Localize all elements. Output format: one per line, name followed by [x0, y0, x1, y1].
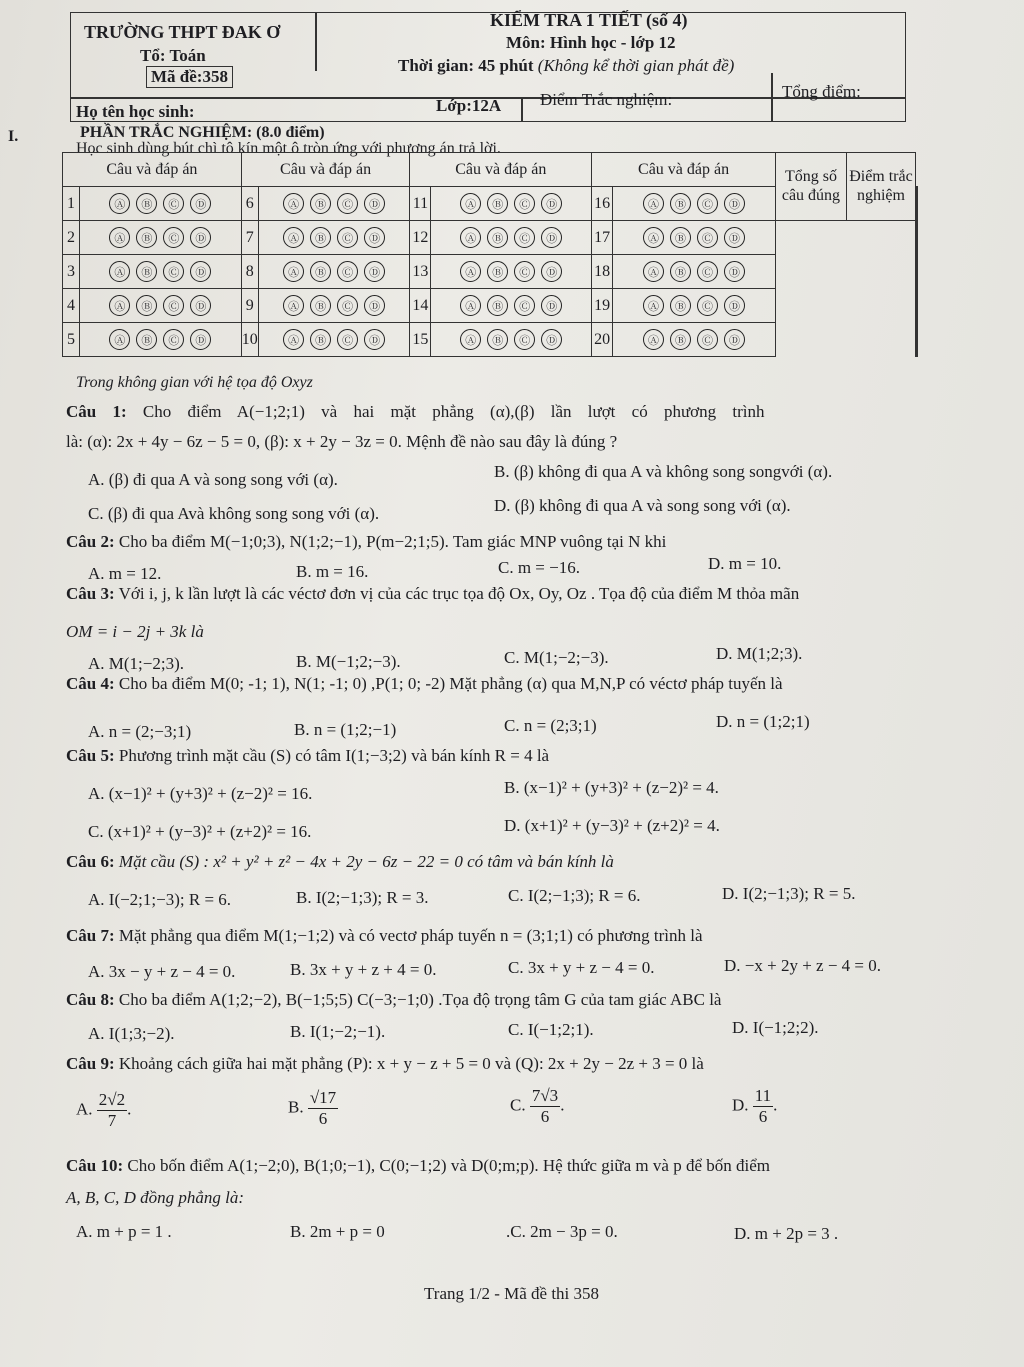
q3-option-d[interactable]: D. M(1;2;3). [716, 644, 803, 663]
q1-option-a[interactable]: A. (β) đi qua A và song song với (α). [88, 470, 338, 489]
q7-line1: Mặt phẳng qua điểm M(1;−1;2) và có vectơ pháp tuyến n = (3;1;1) có phương trình là [118, 926, 703, 945]
q3-option-a[interactable]: A. M(1;−2;3). [88, 654, 184, 673]
bubble-a[interactable]: Ⓐ [109, 329, 130, 350]
bubble-c[interactable]: Ⓒ [514, 295, 535, 316]
total-score-label: Tổng điểm: [782, 82, 861, 101]
bubble-group[interactable] [258, 323, 410, 357]
q-num: 14 [410, 289, 431, 323]
grid-row [63, 323, 918, 357]
bubble-c[interactable]: Ⓒ [697, 329, 718, 350]
bubble-a[interactable]: Ⓐ [283, 295, 304, 316]
bubble-a[interactable]: Ⓐ [283, 227, 304, 248]
exam-title: KIỂM TRA 1 TIẾT (số 4) [490, 10, 688, 30]
q4-option-c[interactable]: C. n = (2;3;1) [504, 716, 597, 735]
q9-c-den: 6 [540, 1107, 550, 1126]
q5-label: Câu 5: [66, 746, 115, 765]
q2-option-b[interactable]: B. m = 16. [296, 562, 369, 581]
q1-line2: là: (α): 2x + 4y − 6z − 5 = 0, (β): x + 2y − 3z = 0. Mệnh đề nào sau đây là đúng ? [66, 432, 618, 451]
q9-option-c[interactable]: C. $\frac{7√3}{6}$ . [510, 1086, 565, 1126]
q7-label: Câu 7: [66, 926, 115, 945]
exam-subject: Môn: Hình học - lớp 12 [506, 33, 676, 52]
q9-b-num: √17 [309, 1088, 337, 1107]
q7-option-d[interactable]: D. −x + 2y + z − 4 = 0. [724, 956, 882, 975]
mc-score-header: Điểm trắc nghiệm [846, 153, 915, 221]
total-correct-header: Tổng số câu đúng [775, 153, 846, 221]
bubble-b[interactable]: Ⓑ [136, 329, 157, 350]
bubble-b[interactable]: Ⓑ [670, 261, 691, 282]
mc-score-label: Điểm Trắc nghiệm: [540, 90, 673, 109]
bubble-c[interactable]: Ⓒ [337, 227, 358, 248]
grid-row [63, 289, 918, 323]
q3-line2: OM = i − 2j + 3k là [66, 622, 204, 641]
bubble-d[interactable]: Ⓓ [724, 227, 745, 248]
bubble-c[interactable]: Ⓒ [163, 193, 184, 214]
q8-line1: Cho ba điểm A(1;2;−2), B(−1;5;5) C(−3;−1;0) .Tọa độ trọng tâm G của tam giác ABC là [118, 990, 722, 1009]
q10-line1: Cho bốn điểm A(1;−2;0), B(1;0;−1), C(0;−1;2) và D(0;m;p). Hệ thức giữa m và p để bốn điểm [127, 1156, 770, 1175]
bubble-d[interactable]: Ⓓ [190, 295, 211, 316]
bubble-b[interactable]: Ⓑ [136, 193, 157, 214]
bubble-b[interactable]: Ⓑ [310, 295, 331, 316]
bubble-b[interactable]: Ⓑ [670, 329, 691, 350]
exam-time-note: (Không kể thời gian phát đề) [537, 56, 735, 75]
question-8 [66, 990, 721, 1010]
bubble-b[interactable]: Ⓑ [487, 227, 508, 248]
bubble-b[interactable]: Ⓑ [136, 227, 157, 248]
q9-a-letter: A. [76, 1099, 93, 1119]
bubble-d[interactable]: Ⓓ [541, 227, 562, 248]
question-4 [66, 674, 783, 694]
q9-a-den: 7 [107, 1111, 117, 1130]
bubble-group[interactable] [258, 289, 410, 323]
q3-option-b[interactable]: B. M(−1;2;−3). [296, 652, 401, 671]
bubble-b[interactable]: Ⓑ [670, 295, 691, 316]
q-num: 5 [63, 323, 80, 357]
bubble-a[interactable]: Ⓐ [460, 295, 481, 316]
bubble-b[interactable]: Ⓑ [310, 329, 331, 350]
q-num: 9 [241, 289, 258, 323]
bubble-group[interactable] [258, 187, 410, 221]
bubble-group[interactable] [613, 187, 776, 221]
q4-option-d[interactable]: D. n = (1;2;1) [716, 712, 810, 731]
bubble-d[interactable]: Ⓓ [541, 193, 562, 214]
q-num: 12 [410, 221, 431, 255]
bubble-group[interactable] [80, 323, 242, 357]
intro-line: Trong không gian với hệ tọa độ Oxyz [76, 374, 313, 391]
bubble-a[interactable]: Ⓐ [643, 295, 664, 316]
bubble-c[interactable]: Ⓒ [163, 295, 184, 316]
student-name-label: Họ tên học sinh: [76, 102, 195, 121]
q9-a-num: 2√2 [98, 1090, 126, 1109]
bubble-a[interactable]: Ⓐ [460, 193, 481, 214]
bubble-b[interactable]: Ⓑ [487, 193, 508, 214]
q9-label: Câu 9: [66, 1054, 115, 1073]
question-7 [66, 926, 703, 946]
bubble-d[interactable]: Ⓓ [724, 295, 745, 316]
q1-line1: Cho điểm A(−1;2;1) và hai mặt phẳng (α),(β) lần lượt có phương trình [142, 402, 765, 421]
q9-d-letter: D. [732, 1095, 749, 1115]
q1-option-c[interactable]: C. (β) đi qua Avà không song song với (α). [88, 504, 380, 523]
q4-option-b[interactable]: B. n = (1;2;−1) [294, 720, 397, 739]
bubble-a[interactable]: Ⓐ [643, 227, 664, 248]
bubble-c[interactable]: Ⓒ [514, 329, 535, 350]
q2-option-d[interactable]: D. m = 10. [708, 554, 782, 573]
bubble-group[interactable] [80, 255, 242, 289]
q-num: 2 [63, 221, 80, 255]
bubble-c[interactable]: Ⓒ [337, 261, 358, 282]
question-6 [66, 852, 614, 872]
q-num: 18 [592, 255, 613, 289]
bubble-b[interactable]: Ⓑ [487, 261, 508, 282]
q9-d-den: 6 [758, 1107, 768, 1126]
school-name: TRƯỜNG THPT ĐAK Ơ [84, 22, 281, 42]
bubble-d[interactable]: Ⓓ [724, 193, 745, 214]
q10-label: Câu 10: [66, 1156, 124, 1175]
q9-option-a[interactable]: A. $\frac{2√2}{7}$ . [76, 1090, 132, 1130]
bubble-a[interactable]: Ⓐ [283, 329, 304, 350]
q7-option-b[interactable]: B. 3x + y + z + 4 = 0. [290, 960, 437, 979]
q-num: 3 [63, 255, 80, 289]
bubble-group[interactable] [258, 255, 410, 289]
q-num: 4 [63, 289, 80, 323]
q-num: 1 [63, 187, 80, 221]
bubble-group[interactable] [613, 323, 776, 357]
bubble-c[interactable]: Ⓒ [514, 261, 535, 282]
bubble-c[interactable]: Ⓒ [514, 227, 535, 248]
q6-line1: Mặt cầu (S) : x² + y² + z² − 4x + 2y − 6z − 22 = 0 có tâm và bán kính là [118, 852, 614, 871]
q10-option-b[interactable]: B. 2m + p = 0 [290, 1222, 385, 1241]
q4-option-a[interactable]: A. n = (2;−3;1) [88, 722, 192, 741]
q10-option-a[interactable]: A. m + p = 1 . [76, 1222, 172, 1241]
bubble-c[interactable]: Ⓒ [163, 329, 184, 350]
q6-option-c[interactable]: C. I(2;−1;3); R = 6. [508, 886, 641, 905]
q3-label: Câu 3: [66, 584, 115, 603]
bubble-d[interactable]: Ⓓ [190, 329, 211, 350]
q4-label: Câu 4: [66, 674, 115, 693]
bubble-a[interactable]: Ⓐ [643, 329, 664, 350]
q4-line1: Cho ba điểm M(0; -1; 1), N(1; -1; 0) ,P(1; 0; -2) Mặt phẳng (α) qua M,N,P có véctơ pháp tuyến là [118, 674, 783, 693]
bubble-a[interactable]: Ⓐ [109, 261, 130, 282]
q-num: 16 [592, 187, 613, 221]
bubble-d[interactable]: Ⓓ [541, 261, 562, 282]
q6-option-b[interactable]: B. I(2;−1;3); R = 3. [296, 888, 429, 907]
bubble-d[interactable]: Ⓓ [190, 193, 211, 214]
exam-code: Mã đề:358 [146, 66, 233, 88]
bubble-d[interactable]: Ⓓ [364, 295, 385, 316]
q-num: 10 [241, 323, 258, 357]
q2-label: Câu 2: [66, 532, 115, 551]
q6-label: Câu 6: [66, 852, 115, 871]
bubble-group[interactable] [431, 289, 592, 323]
col-header-3: Câu và đáp án [410, 153, 592, 187]
bubble-group[interactable] [80, 221, 242, 255]
bubble-b[interactable]: Ⓑ [310, 261, 331, 282]
bubble-a[interactable]: Ⓐ [283, 261, 304, 282]
q8-option-c[interactable]: C. I(−1;2;1). [508, 1020, 594, 1039]
section-roman: I. [8, 128, 19, 145]
col-header-2: Câu và đáp án [241, 153, 410, 187]
q7-option-c[interactable]: C. 3x + y + z − 4 = 0. [508, 958, 655, 977]
bubble-d[interactable]: Ⓓ [364, 261, 385, 282]
bubble-a[interactable]: Ⓐ [109, 193, 130, 214]
q8-option-a[interactable]: A. I(1;3;−2). [88, 1024, 175, 1043]
bubble-group[interactable] [258, 221, 410, 255]
q9-c-fraction [530, 1086, 560, 1127]
bubble-group[interactable] [613, 255, 776, 289]
q9-d-fraction [753, 1086, 773, 1127]
q8-label: Câu 8: [66, 990, 115, 1009]
q1-label: Câu 1: [66, 402, 127, 421]
bubble-d[interactable]: Ⓓ [190, 227, 211, 248]
q9-a-fraction [97, 1090, 127, 1131]
q9-option-d[interactable]: D. $\frac{11}{6}$ . [732, 1086, 778, 1126]
bubble-group[interactable] [613, 221, 776, 255]
q6-option-d[interactable]: D. I(2;−1;3); R = 5. [722, 884, 856, 903]
bubble-c[interactable]: Ⓒ [697, 193, 718, 214]
q9-line1: Khoảng cách giữa hai mặt phẳng (P): x + y − z + 5 = 0 và (Q): 2x + 2y − 2z + 3 = 0 là [118, 1054, 704, 1073]
q10-option-c[interactable]: .C. 2m − 3p = 0. [506, 1222, 618, 1241]
q2-line1: Cho ba điểm M(−1;0;3), N(1;2;−1), P(m−2;1;5). Tam giác MNP vuông tại N khi [118, 532, 667, 551]
bubble-b[interactable]: Ⓑ [310, 227, 331, 248]
bubble-c[interactable]: Ⓒ [514, 193, 535, 214]
bubble-group[interactable] [80, 187, 242, 221]
bubble-d[interactable]: Ⓓ [364, 329, 385, 350]
q-num: 15 [410, 323, 431, 357]
col-header-4: Câu và đáp án [592, 153, 776, 187]
bubble-b[interactable]: Ⓑ [670, 193, 691, 214]
exam-time: Thời gian: 45 phút [398, 56, 534, 75]
exam-time-line [398, 56, 734, 76]
col-header-1: Câu và đáp án [63, 153, 242, 187]
q9-b-letter: B. [288, 1097, 304, 1117]
q-num: 7 [241, 221, 258, 255]
bubble-c[interactable]: Ⓒ [697, 261, 718, 282]
q5-option-a[interactable]: A. (x−1)² + (y+3)² + (z−2)² = 16. [88, 784, 313, 803]
bubble-group[interactable] [431, 221, 592, 255]
q5-option-c[interactable]: C. (x+1)² + (y−3)² + (z+2)² = 16. [88, 822, 312, 841]
bubble-a[interactable]: Ⓐ [283, 193, 304, 214]
q9-b-den: 6 [318, 1109, 328, 1128]
bubble-c[interactable]: Ⓒ [337, 329, 358, 350]
bubble-c[interactable]: Ⓒ [163, 227, 184, 248]
q10-option-d[interactable]: D. m + 2p = 3 . [734, 1224, 839, 1243]
bubble-b[interactable]: Ⓑ [136, 261, 157, 282]
question-3 [66, 584, 799, 604]
bubble-a[interactable]: Ⓐ [109, 295, 130, 316]
bubble-a[interactable]: Ⓐ [460, 329, 481, 350]
mc-score-cell [916, 187, 917, 357]
bubble-group[interactable] [431, 323, 592, 357]
q-num: 6 [241, 187, 258, 221]
section-instruction: Học sinh dùng bút chì tô kín một ô tròn ứng với phương án trả lời. [76, 140, 501, 157]
q-num: 20 [592, 323, 613, 357]
bubble-d[interactable]: Ⓓ [190, 261, 211, 282]
bubble-group[interactable] [613, 289, 776, 323]
bubble-b[interactable]: Ⓑ [310, 193, 331, 214]
q1-option-b[interactable]: B. (β) không đi qua A và không song songvới (α). [494, 462, 833, 481]
q9-c-letter: C. [510, 1095, 526, 1115]
section-title: PHẦN TRẮC NGHIỆM: (8.0 điểm) [80, 124, 325, 141]
q-num: 11 [410, 187, 431, 221]
bubble-b[interactable]: Ⓑ [487, 329, 508, 350]
bubble-b[interactable]: Ⓑ [136, 295, 157, 316]
q1-option-d[interactable]: D. (β) không đi qua A và song song với (α). [494, 496, 791, 515]
q10-line2: A, B, C, D đồng phẳng là: [66, 1188, 245, 1207]
q5-option-d[interactable]: D. (x+1)² + (y−3)² + (z+2)² = 4. [504, 816, 720, 835]
q9-c-num: 7√3 [531, 1086, 559, 1105]
q9-b-fraction [308, 1088, 338, 1129]
question-9 [66, 1054, 704, 1074]
bubble-group[interactable] [80, 289, 242, 323]
bubble-a[interactable]: Ⓐ [109, 227, 130, 248]
q3-option-c[interactable]: C. M(1;−2;−3). [504, 648, 609, 667]
q5-line1: Phương trình mặt cầu (S) có tâm I(1;−3;2) và bán kính R = 4 là [118, 746, 550, 765]
bubble-d[interactable]: Ⓓ [724, 329, 745, 350]
bubble-b[interactable]: Ⓑ [487, 295, 508, 316]
bubble-a[interactable]: Ⓐ [460, 261, 481, 282]
q8-option-d[interactable]: D. I(−1;2;2). [732, 1018, 819, 1037]
grid-row [63, 221, 918, 255]
q2-option-c[interactable]: C. m = −16. [498, 558, 580, 577]
q-num: 13 [410, 255, 431, 289]
bubble-a[interactable]: Ⓐ [460, 227, 481, 248]
q9-d-num: 11 [754, 1086, 772, 1105]
class-label: Lớp:12A [436, 96, 502, 115]
bubble-d[interactable]: Ⓓ [364, 193, 385, 214]
group-name: Tổ: Toán [140, 46, 206, 65]
bubble-d[interactable]: Ⓓ [724, 261, 745, 282]
bubble-c[interactable]: Ⓒ [337, 193, 358, 214]
q-num: 8 [241, 255, 258, 289]
bubble-a[interactable]: Ⓐ [643, 193, 664, 214]
question-1 [66, 402, 765, 422]
q8-option-b[interactable]: B. I(1;−2;−1). [290, 1022, 386, 1041]
q-num: 19 [592, 289, 613, 323]
bubble-group[interactable] [431, 187, 592, 221]
q2-option-a[interactable]: A. m = 12. [88, 564, 162, 583]
bubble-c[interactable]: Ⓒ [697, 227, 718, 248]
bubble-c[interactable]: Ⓒ [697, 295, 718, 316]
bubble-a[interactable]: Ⓐ [643, 261, 664, 282]
bubble-d[interactable]: Ⓓ [541, 329, 562, 350]
answer-grid [62, 152, 918, 357]
q3-line1: Với i, j, k lần lượt là các véctơ đơn vị của các trục tọa độ Ox, Oy, Oz . Tọa độ của điểm M thỏa mãn [118, 584, 800, 603]
q6-option-a[interactable]: A. I(−2;1;−3); R = 6. [88, 890, 232, 909]
q9-option-b[interactable] [288, 1088, 338, 1129]
bubble-c[interactable]: Ⓒ [337, 295, 358, 316]
question-2 [66, 532, 666, 552]
page-footer: Trang 1/2 - Mã đề thi 358 [424, 1284, 600, 1303]
question-5 [66, 746, 549, 766]
q7-option-a[interactable]: A. 3x − y + z − 4 = 0. [88, 962, 236, 981]
grid-row [63, 255, 918, 289]
question-10 [66, 1156, 770, 1176]
bubble-d[interactable]: Ⓓ [364, 227, 385, 248]
bubble-d[interactable]: Ⓓ [541, 295, 562, 316]
bubble-c[interactable]: Ⓒ [163, 261, 184, 282]
q5-option-b[interactable]: B. (x−1)² + (y+3)² + (z−2)² = 4. [504, 778, 719, 797]
q-num: 17 [592, 221, 613, 255]
bubble-group[interactable] [431, 255, 592, 289]
bubble-b[interactable]: Ⓑ [670, 227, 691, 248]
